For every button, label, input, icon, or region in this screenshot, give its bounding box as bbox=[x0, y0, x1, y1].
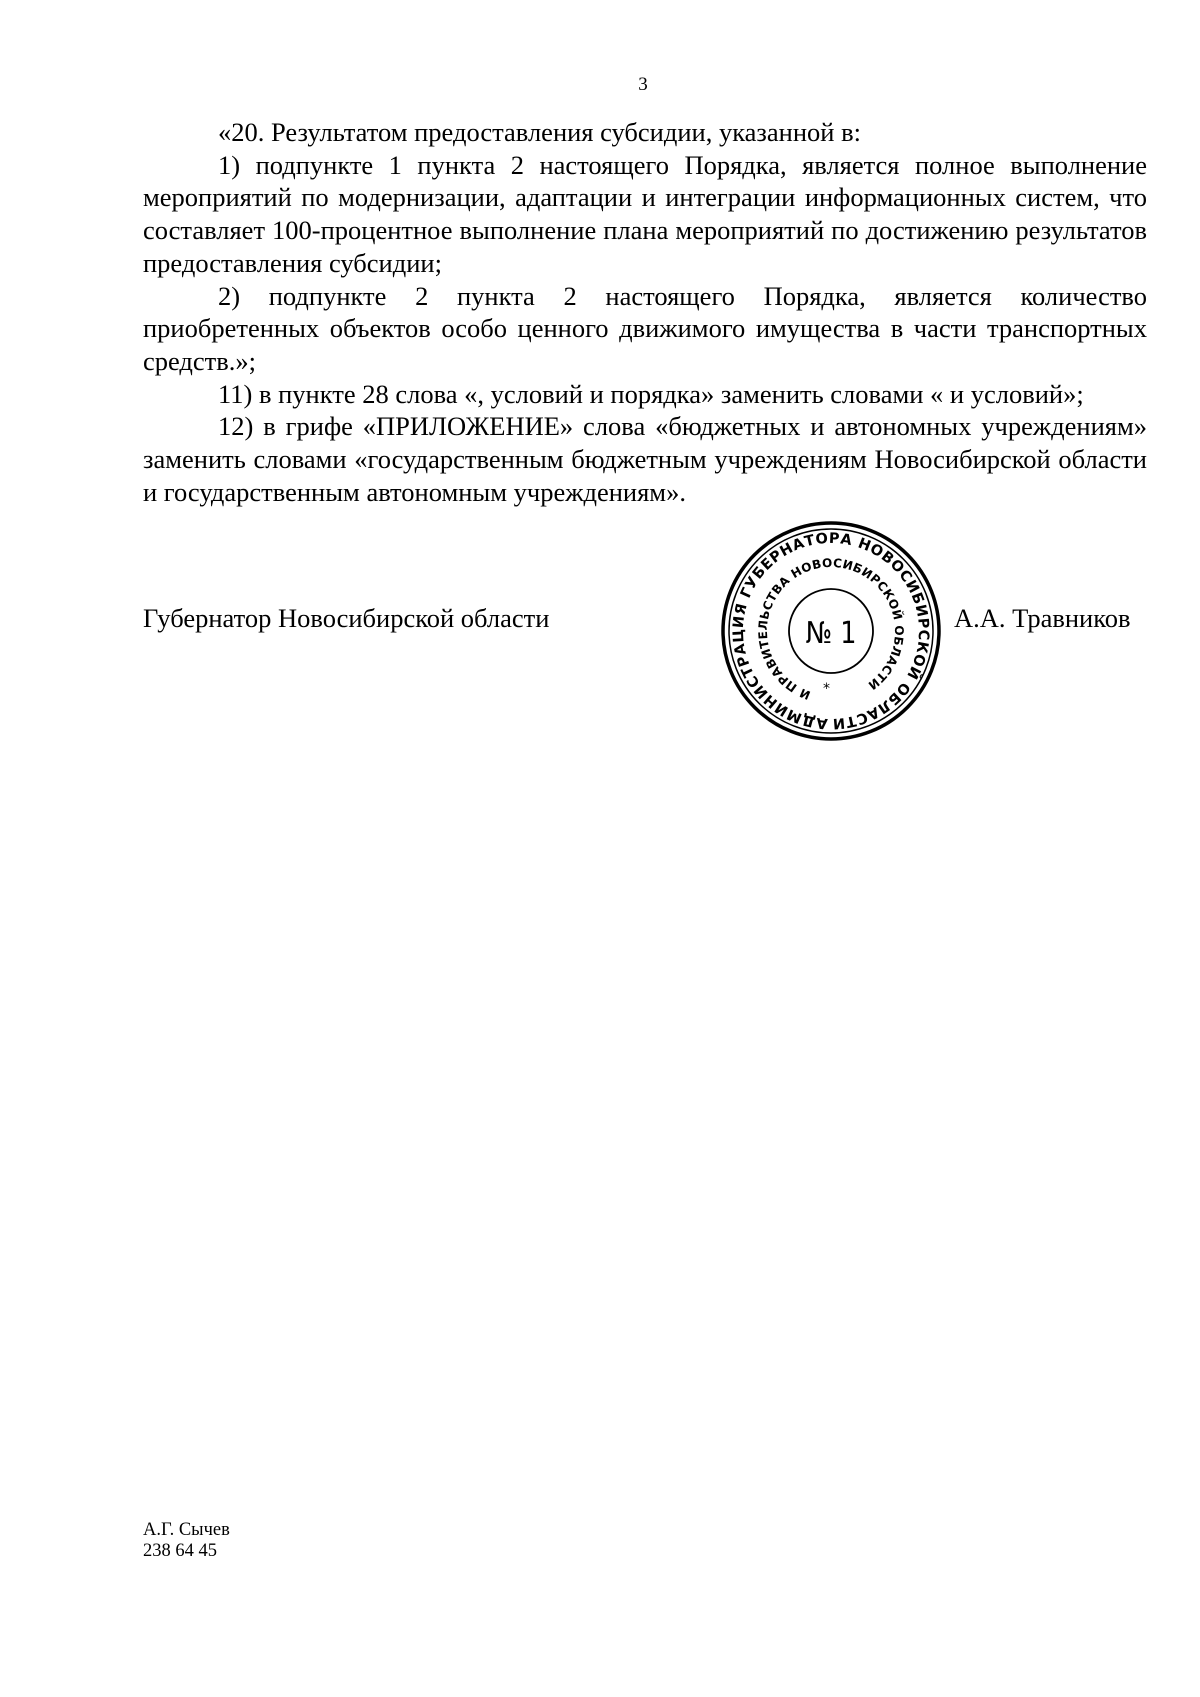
executor-block bbox=[143, 1520, 230, 1562]
page-number: 3 bbox=[638, 74, 648, 95]
paragraph-item-11: 11) в пункте 28 слова «, условий и порядка» заменить словами « и условий»; bbox=[218, 378, 1084, 409]
stamp-star-icon: * bbox=[823, 681, 830, 697]
signatory-position: Губернатор Новосибирской области bbox=[143, 603, 550, 633]
stamp-outer-text: АДМИНИСТРАЦИЯ ГУБЕРНАТОРА НОВОСИБИРСКОЙ ОБЛАСТИ bbox=[730, 530, 932, 732]
paragraph-subitem-1: 1) подпункте 1 пункта 2 настоящего Порядка, является полное выполнение мероприятий по модернизации, адаптации и интеграции информационных систем, что составляет 100-процентное выполнение плана мероприятий по достижению результатов предоставления субсидии; bbox=[143, 149, 1147, 278]
executor-phone: 238 64 45 bbox=[143, 1541, 217, 1561]
paragraph-item-12: 12) в грифе «ПРИЛОЖЕНИЕ» слова «бюджетных и автономных учреждениям» заменить словами «государственным бюджетным учреждениям Новосибирской области и государственным автономным учреждениям». bbox=[143, 411, 1147, 507]
paragraph-20-intro: «20. Результатом предоставления субсидии, указанной в: bbox=[218, 117, 861, 147]
paragraph-subitem-2: 2) подпункте 2 пункта 2 настоящего Порядка, является количество приобретенных объектов особо ценного движимого имущества в части транспортных средств.»; bbox=[143, 280, 1147, 376]
stamp-inner-text: И ПРАВИТЕЛЬСТВА НОВОСИБИРСКОЙ ОБЛАСТИ bbox=[755, 555, 907, 703]
official-seal-stamp bbox=[719, 519, 943, 743]
signatory-name: А.А. Травников bbox=[954, 603, 1131, 633]
stamp-number: № 1 bbox=[805, 614, 857, 651]
document-body bbox=[143, 116, 1147, 508]
executor-name: А.Г. Сычев bbox=[143, 1520, 230, 1540]
